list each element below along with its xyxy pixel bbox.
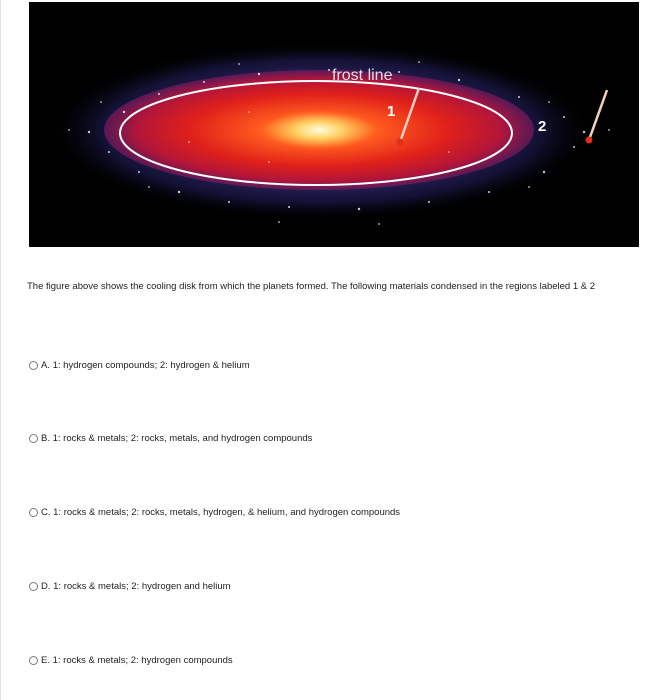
disk-illustration [29, 2, 639, 247]
option-label[interactable]: D. 1: rocks & metals; 2: hydrogen and helium [41, 580, 231, 592]
radio-button[interactable] [29, 361, 38, 370]
region-1-label: 1 [387, 103, 396, 120]
radio-button[interactable] [29, 508, 38, 517]
option-e[interactable] [29, 653, 233, 667]
option-label[interactable]: B. 1: rocks & metals; 2: rocks, metals, and hydrogen compounds [41, 432, 313, 444]
protoplanetary-disk-figure [29, 2, 639, 247]
question-text: The figure above shows the cooling disk from which the planets formed. The following materials condensed in the regions labeled 1 & 2 [27, 281, 596, 292]
radio-button[interactable] [29, 582, 38, 591]
option-b[interactable] [29, 431, 312, 445]
radio-button[interactable] [29, 434, 38, 443]
option-label[interactable]: E. 1: rocks & metals; 2: hydrogen compounds [41, 654, 233, 666]
option-label[interactable]: C. 1: rocks & metals; 2: rocks, metals, hydrogen, & helium, and hydrogen compounds [41, 506, 401, 518]
option-c[interactable] [29, 505, 400, 519]
left-border [0, 0, 1, 700]
option-a[interactable] [29, 358, 250, 372]
radio-button[interactable] [29, 656, 38, 665]
option-label[interactable]: A. 1: hydrogen compounds; 2: hydrogen & helium [41, 359, 250, 371]
region-2-label: 2 [538, 118, 547, 135]
disk-core [264, 110, 374, 150]
option-d[interactable] [29, 579, 231, 593]
frost-line-label: frost line [332, 67, 393, 84]
